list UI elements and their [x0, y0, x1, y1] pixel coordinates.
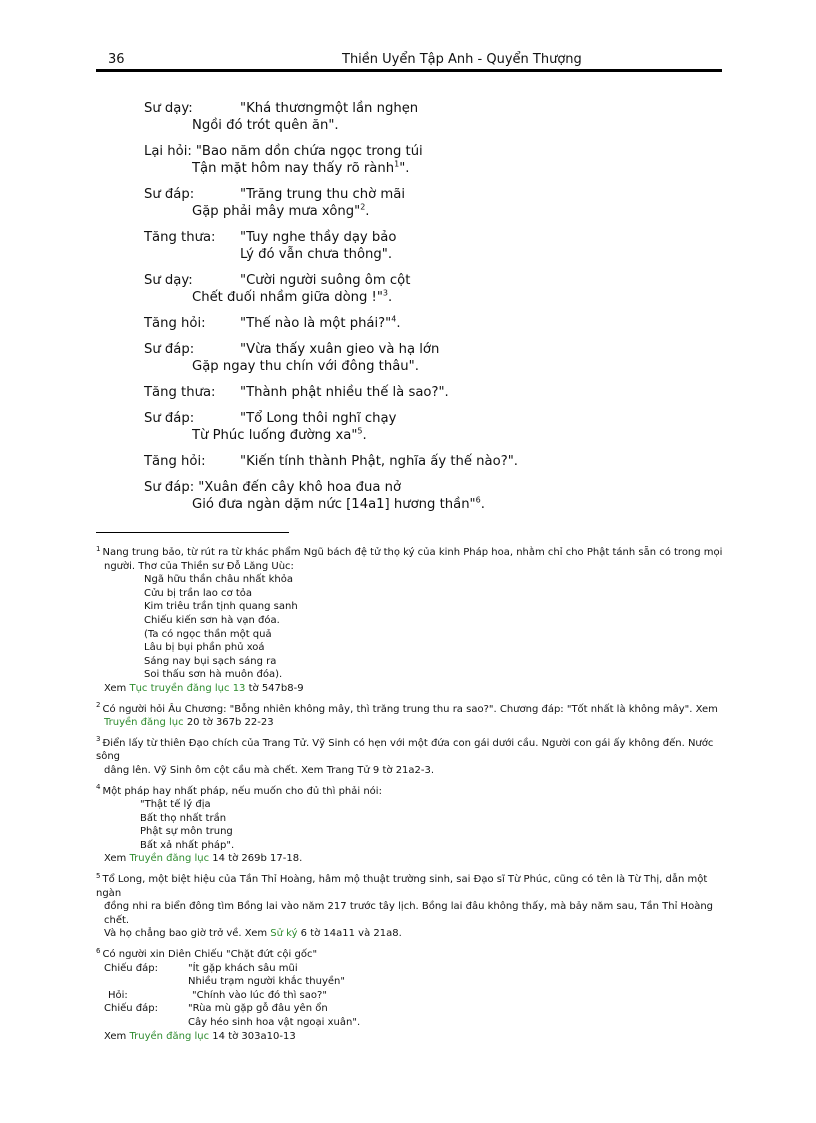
verse-line: "Khá thươngmột lần nghẹn: [240, 101, 419, 116]
reference-link[interactable]: Sử ký: [270, 928, 298, 940]
dialog-row: Chiếu đáp: "Ít gặp khách sâu mũi: [104, 962, 298, 974]
speaker: Sư dạy:: [144, 273, 193, 288]
verse-line: "Kiến tính thành Phật, nghĩa ấy thế nào?".: [240, 454, 518, 469]
footnote-mark: 5: [96, 871, 101, 880]
speaker: Tăng hỏi:: [144, 454, 206, 469]
page-header: [96, 52, 722, 70]
verse-line: Kim triêu trần tịnh quang sanh: [144, 601, 298, 613]
dialog-entry: Sư dạy: "Cười người suông ôm cột Chết đuối nhầm giữa dòng !"$^3$.: [144, 273, 411, 305]
verse-line: "Vừa thấy xuân gieo và hạ lớn: [240, 342, 440, 357]
verse-line: Chiếu kiến sơn hà vạn đóa.: [144, 614, 280, 626]
footnote-ref[interactable]: 5: [357, 426, 363, 436]
dialog-entry: Sư đáp: "Xuân đến cây khô hoa đua nở Gió đưa ngàn dặm nức [14a1] hương thần"$^6$.: [144, 480, 485, 512]
speaker: Tăng thưa:: [144, 230, 216, 245]
verse-line: Tận mặt hôm nay thấy rõ rành: [192, 161, 395, 176]
verse-line: Sáng nay bụi sạch sáng ra: [144, 655, 277, 667]
dialog-entry: Sư đáp: "Trăng trung thu chờ mãi Gặp phải mây mưa xông"$^2$.: [144, 187, 406, 219]
reference-link[interactable]: Truyền đăng lục: [129, 853, 210, 865]
footnote-ref[interactable]: 6: [475, 495, 481, 505]
footnote-ref[interactable]: 4: [391, 314, 397, 324]
footnote-mark: 4: [96, 783, 101, 792]
verse-line: "Xuân đến cây khô hoa đua nở: [198, 480, 402, 495]
footnote-5: $^5$ Tổ Long, một biệt hiệu của Tần Thỉ Hoàng, hâm mộ thuật trường sinh, sai Đạo sĩ Từ Phúc, cũng có tên là Từ Thị, dẫn một ngàn đồng nhi ra biển đông tìm Bồng lai vào năm 217 trước tây lịch. Bồng lai đâu không thấy, mà bảy năm sau, Tần Thỉ Hoàng chết. Và họ chẳng bao giờ trở về. Xem Sử ký 6 tờ 14a11 và 21a8.: [96, 871, 714, 940]
footnote-ref[interactable]: 1: [394, 159, 400, 169]
verse-line: Gặp ngay thu chín với đông thâu".: [192, 359, 419, 374]
verse-line: Lý đó vẫn chưa thông".: [240, 247, 393, 262]
footnote-separator: [96, 532, 289, 533]
dialog-entry: Sư đáp: "Tổ Long thôi nghĩ chạy Từ Phúc luống đường xa"$^5$.: [144, 411, 397, 443]
footnote-4: $^4$ Một pháp hay nhất pháp, nếu muốn cho đủ thì phải nói: "Thật tế lý địa Bất thọ nhất trần Phật sự môn trung Bất xả nhất pháp". Xem Truyền đăng lục 14 tờ 269b 17-18.: [96, 785, 724, 867]
verse-line: "Tuy nghe thầy dạy bảo: [240, 230, 397, 245]
verse-line: "Thành phật nhiều thế là sao?".: [240, 385, 449, 400]
dialog-row: Nhiều trạm người khắc thuyền": [188, 976, 345, 988]
dialog-row: Cây héo sinh hoa vật ngoại xuân".: [188, 1017, 361, 1028]
verse-line: Cửu bị trần lao cơ tỏa: [144, 587, 252, 599]
verse-line: Bất xả nhất pháp".: [140, 839, 235, 851]
page-number: 36: [108, 52, 125, 67]
verse-line: Gió đưa ngàn dặm nức [14a1] hương thần": [192, 497, 476, 512]
dialog-entry: Lại hỏi: "Bao năm dồn chứa ngọc trong túi Tận mặt hôm nay thấy rõ rành$^1$".: [144, 144, 423, 176]
verse-line: Ngồi đó trót quên ăn".: [192, 118, 339, 133]
reference-link[interactable]: Truyền đăng lục: [104, 717, 184, 729]
speaker: Tăng thưa:: [144, 385, 216, 400]
verse-line: "Cười người suông ôm cột: [240, 273, 411, 288]
dialog-row: Hỏi: "Chính vào lúc đó thì sao?": [108, 989, 327, 1001]
footnote-mark: 6: [96, 946, 101, 955]
footnote-3: $^3$ Điển lấy từ thiên Đạo chích của Trang Tử. Vỹ Sinh có hẹn với một đứa con gái dưới cầu. Người con gái ấy không đến. Nước sông dâng lên. Vỹ Sinh ôm cột cầu mà chết. Xem Trang Tử 9 tờ 21a2-3.: [96, 735, 714, 776]
footnote-1: $^1$ Nang trung bảo, từ rút ra từ khác phẩm Ngũ bách đệ tử thọ ký của kinh Pháp hoa, nhằm chỉ cho Phật tánh sẵn có trong mọi người. Thơ của Thiền sư Đỗ Lăng Uùc: Ngã hữu thần châu nhất khỏa Cửu bị trần lao cơ tỏa Kim triêu trần tịnh quang sanh Chiếu kiến sơn hà vạn đóa. (Ta có ngọc thần một quả Lâu bị bụi phần phủ xoá Sáng nay bụi sạch sáng ra Soi thấu sơn hà muôn đóa). Xem Tục truyền đăng lục 13 tờ 547b8-9: [96, 544, 723, 694]
footnote-mark: 3: [96, 735, 101, 744]
footnote-mark: 1: [96, 544, 101, 553]
header-rule: [96, 69, 722, 72]
verse-line: "Thật tế lý địa: [140, 799, 211, 811]
verse-line: Từ Phúc luống đường xa": [192, 428, 358, 443]
verse-line: "Tổ Long thôi nghĩ chạy: [240, 411, 397, 426]
verse-line: Bất thọ nhất trần: [140, 812, 227, 824]
speaker: Sư đáp:: [144, 187, 195, 202]
verse-line: Ngã hữu thần châu nhất khỏa: [144, 574, 293, 586]
footnote-2: $^2$ Có người hỏi Âu Chương: "Bỗng nhiên không mây, thì trăng trung thu ra sao?". Chương đáp: "Tốt nhất là không mây". Xem Truyền đăng lục 20 tờ 367b 22-23: [96, 701, 718, 729]
reference-link[interactable]: Truyền đăng lục: [129, 1030, 210, 1042]
verse-line: Phật sự môn trung: [140, 826, 233, 838]
dialog-entry: [144, 341, 704, 375]
dialog-row: Chiếu đáp: "Rùa mù gặp gỗ đâu yên ổn: [104, 1003, 328, 1015]
speaker: Lại hỏi:: [144, 144, 192, 159]
verse-line: "Bao năm dồn chứa ngọc trong túi: [195, 144, 423, 159]
verse-line: Chết đuối nhầm giữa dòng !": [192, 290, 383, 305]
verse-line: Lâu bị bụi phần phủ xoá: [144, 642, 265, 654]
speaker: Sư dạy:: [144, 101, 193, 116]
dialog-entry: [144, 453, 704, 470]
speaker: Sư đáp:: [144, 342, 195, 357]
reference-link[interactable]: Tục truyền đăng lục 13: [129, 682, 246, 694]
dialog-entry: Tăng hỏi: "Thế nào là một phái?"$^4$.: [144, 314, 401, 331]
verse-line: (Ta có ngọc thần một quả: [144, 628, 272, 640]
verse-line: Soi thấu sơn hà muôn đóa).: [144, 669, 283, 681]
footnote-mark: 2: [96, 701, 101, 710]
dialog-section: [144, 100, 704, 522]
footnote-6: $^6$ Có người xin Diên Chiếu "Chặt đứt cội gốc" Chiếu đáp: "Ít gặp khách sâu mũi Nhiều trạm người khắc thuyền" Hỏi: "Chính vào lúc đó thì sao?" Chiếu đáp: "Rùa mù gặp gỗ đâu yên ổn Cây héo sinh hoa vật ngoại xuân". Xem Truyền đăng lục 14 tờ 303a10-13: [96, 948, 724, 1043]
footnotes: [96, 546, 724, 1050]
verse-line: "Trăng trung thu chờ mãi: [240, 187, 406, 202]
verse-line: "Thế nào là một phái?": [240, 316, 392, 331]
dialog-entry: [144, 100, 704, 134]
dialog-entry: [144, 384, 704, 401]
footnote-ref[interactable]: 3: [382, 288, 389, 298]
book-title: Thiền Uyển Tập Anh - Quyển Thượng: [342, 52, 582, 67]
footnote-ref[interactable]: 2: [360, 202, 366, 212]
dialog-entry: [144, 229, 704, 263]
speaker: Sư đáp:: [144, 480, 195, 495]
speaker: Tăng hỏi:: [144, 316, 206, 331]
speaker: Sư đáp:: [144, 411, 195, 426]
verse-line: Gặp phải mây mưa xông": [192, 204, 361, 219]
